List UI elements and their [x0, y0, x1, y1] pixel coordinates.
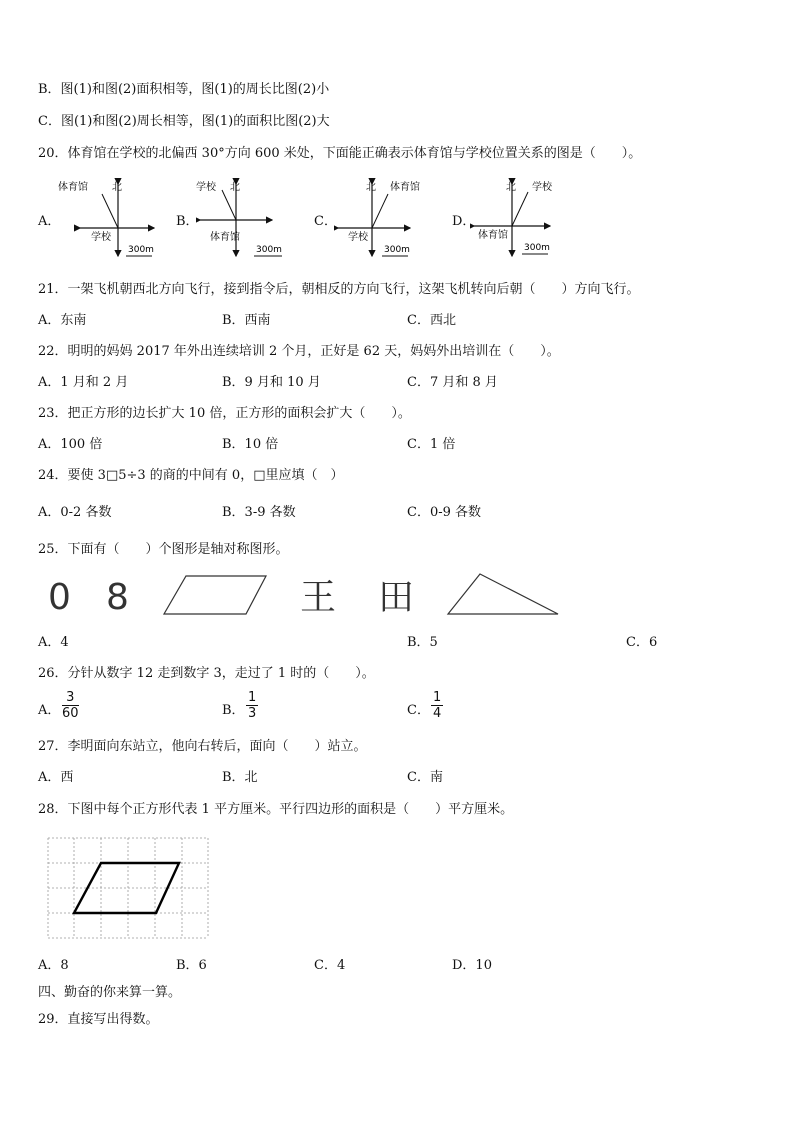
q26-label-b: B．	[222, 703, 245, 718]
q20-a-school-label: 学校	[91, 232, 111, 243]
q28-option-a: A．8	[38, 958, 69, 973]
q23-option-c: C．1 倍	[407, 437, 456, 452]
q28-option-d: D．10	[452, 958, 492, 973]
q19-option-b: B．图(1)和图(2)面积相等，图(1)的周长比图(2)小	[38, 82, 330, 97]
q26-fraction-b	[246, 690, 258, 721]
q27-option-b: B．北	[222, 770, 258, 785]
q20-d-scale-label: 300m	[524, 243, 550, 253]
q25-option-b: B．5	[407, 635, 438, 650]
q26-b-denominator: 3	[248, 706, 257, 721]
q26-c-denominator: 4	[433, 706, 442, 721]
q19-option-c: C．图(1)和图(2)周长相等，图(1)的面积比图(2)大	[38, 114, 330, 129]
q21-option-a: A．东南	[38, 313, 87, 328]
q26-a-numerator: 3	[62, 690, 79, 706]
q25-figure-tian: 田	[378, 577, 415, 618]
q28-option-b: B．6	[176, 958, 207, 973]
q25-triangle-figure	[444, 570, 562, 618]
q26-label-c: C．	[407, 703, 430, 718]
q25-option-c: C．6	[626, 635, 658, 650]
q26-fraction-c	[431, 690, 443, 721]
q24-option-c: C．0-9 各数	[407, 505, 482, 520]
q23-option-a: A．100 倍	[38, 437, 103, 452]
q20-a-gym-label: 体育馆	[58, 182, 88, 193]
q20-a-north-label: 北	[112, 182, 122, 193]
q20-diagram-d	[470, 176, 570, 260]
q20-label-c: C．	[314, 214, 337, 229]
q20-c-scale-label: 300m	[384, 245, 410, 255]
q20-diagram-c	[334, 176, 434, 260]
q26-fraction-a	[62, 690, 79, 721]
q25-figure-wang: 王	[300, 577, 337, 618]
q25-stem: 25．下面有（ ）个图形是轴对称图形。	[38, 542, 289, 557]
q20-label-d: D．	[452, 214, 476, 229]
q20-b-scale-label: 300m	[256, 245, 282, 255]
q20-label-a: A．	[38, 214, 61, 229]
q27-stem: 27．李明面向东站立，他向右转后，面向（ ）站立。	[38, 739, 367, 754]
q22-option-c: C．7 月和 8 月	[407, 375, 498, 390]
q20-diagram-b	[196, 176, 296, 260]
q25-figure-eight: 8	[106, 577, 129, 618]
section-four-heading: 四、勤奋的你来算一算。	[38, 985, 182, 1000]
q20-label-b: B．	[176, 214, 199, 229]
q26-stem: 26．分针从数字 12 走到数字 3，走过了 1 时的（ ）。	[38, 666, 375, 681]
q20-d-school-label: 学校	[532, 182, 552, 193]
q20-d-north-label: 北	[506, 182, 516, 193]
q22-option-b: B．9 月和 10 月	[222, 375, 321, 390]
q26-c-numerator: 1	[433, 690, 442, 705]
q20-a-scale-label: 300m	[128, 245, 154, 255]
q25-figure-zero: 0	[48, 577, 71, 618]
q21-option-b: B．西南	[222, 313, 271, 328]
q29-stem: 29．直接写出得数。	[38, 1012, 159, 1027]
q20-stem: 20．体育馆在学校的北偏西 30°方向 600 米处，下面能正确表示体育馆与学校位置关系的图是（ ）。	[38, 146, 642, 161]
q25-option-a: A．4	[38, 635, 69, 650]
q20-diagram-a	[58, 176, 158, 260]
q25-parallelogram-figure	[160, 572, 270, 618]
q20-b-north-label: 北	[230, 182, 240, 193]
q26-a-denominator: 60	[62, 706, 79, 721]
q24-stem: 24．要使 3□5÷3 的商的中间有 0，□里应填（ ）	[38, 468, 344, 483]
q20-c-north-label: 北	[366, 182, 376, 193]
q28-stem: 28．下图中每个正方形代表 1 平方厘米。平行四边形的面积是（ ）平方厘米。	[38, 802, 514, 817]
q22-stem: 22．明明的妈妈 2017 年外出连续培训 2 个月，正好是 62 天，妈妈外出培训在（ ）。	[38, 344, 560, 359]
q21-option-c: C．西北	[407, 313, 456, 328]
q26-label-a: A．	[38, 703, 61, 718]
q28-grid-figure	[44, 830, 214, 946]
q20-b-gym-label: 体育馆	[210, 232, 240, 243]
q21-stem: 21．一架飞机朝西北方向飞行，接到指令后，朝相反的方向飞行，这架飞机转向后朝（ ）方向飞行。	[38, 282, 640, 297]
q27-option-c: C．南	[407, 770, 443, 785]
q27-option-a: A．西	[38, 770, 74, 785]
q20-d-gym-label: 体育馆	[478, 230, 508, 241]
q23-stem: 23．把正方形的边长扩大 10 倍，正方形的面积会扩大（ ）。	[38, 406, 411, 421]
q24-option-a: A．0-2 各数	[38, 505, 112, 520]
q20-b-school-label: 学校	[196, 182, 216, 193]
q22-option-a: A．1 月和 2 月	[38, 375, 129, 390]
q28-option-c: C．4	[314, 958, 346, 973]
q20-c-school-label: 学校	[348, 232, 368, 243]
q24-option-b: B．3-9 各数	[222, 505, 296, 520]
q23-option-b: B．10 倍	[222, 437, 279, 452]
q20-c-gym-label: 体育馆	[390, 182, 420, 193]
q26-b-numerator: 1	[248, 690, 257, 705]
